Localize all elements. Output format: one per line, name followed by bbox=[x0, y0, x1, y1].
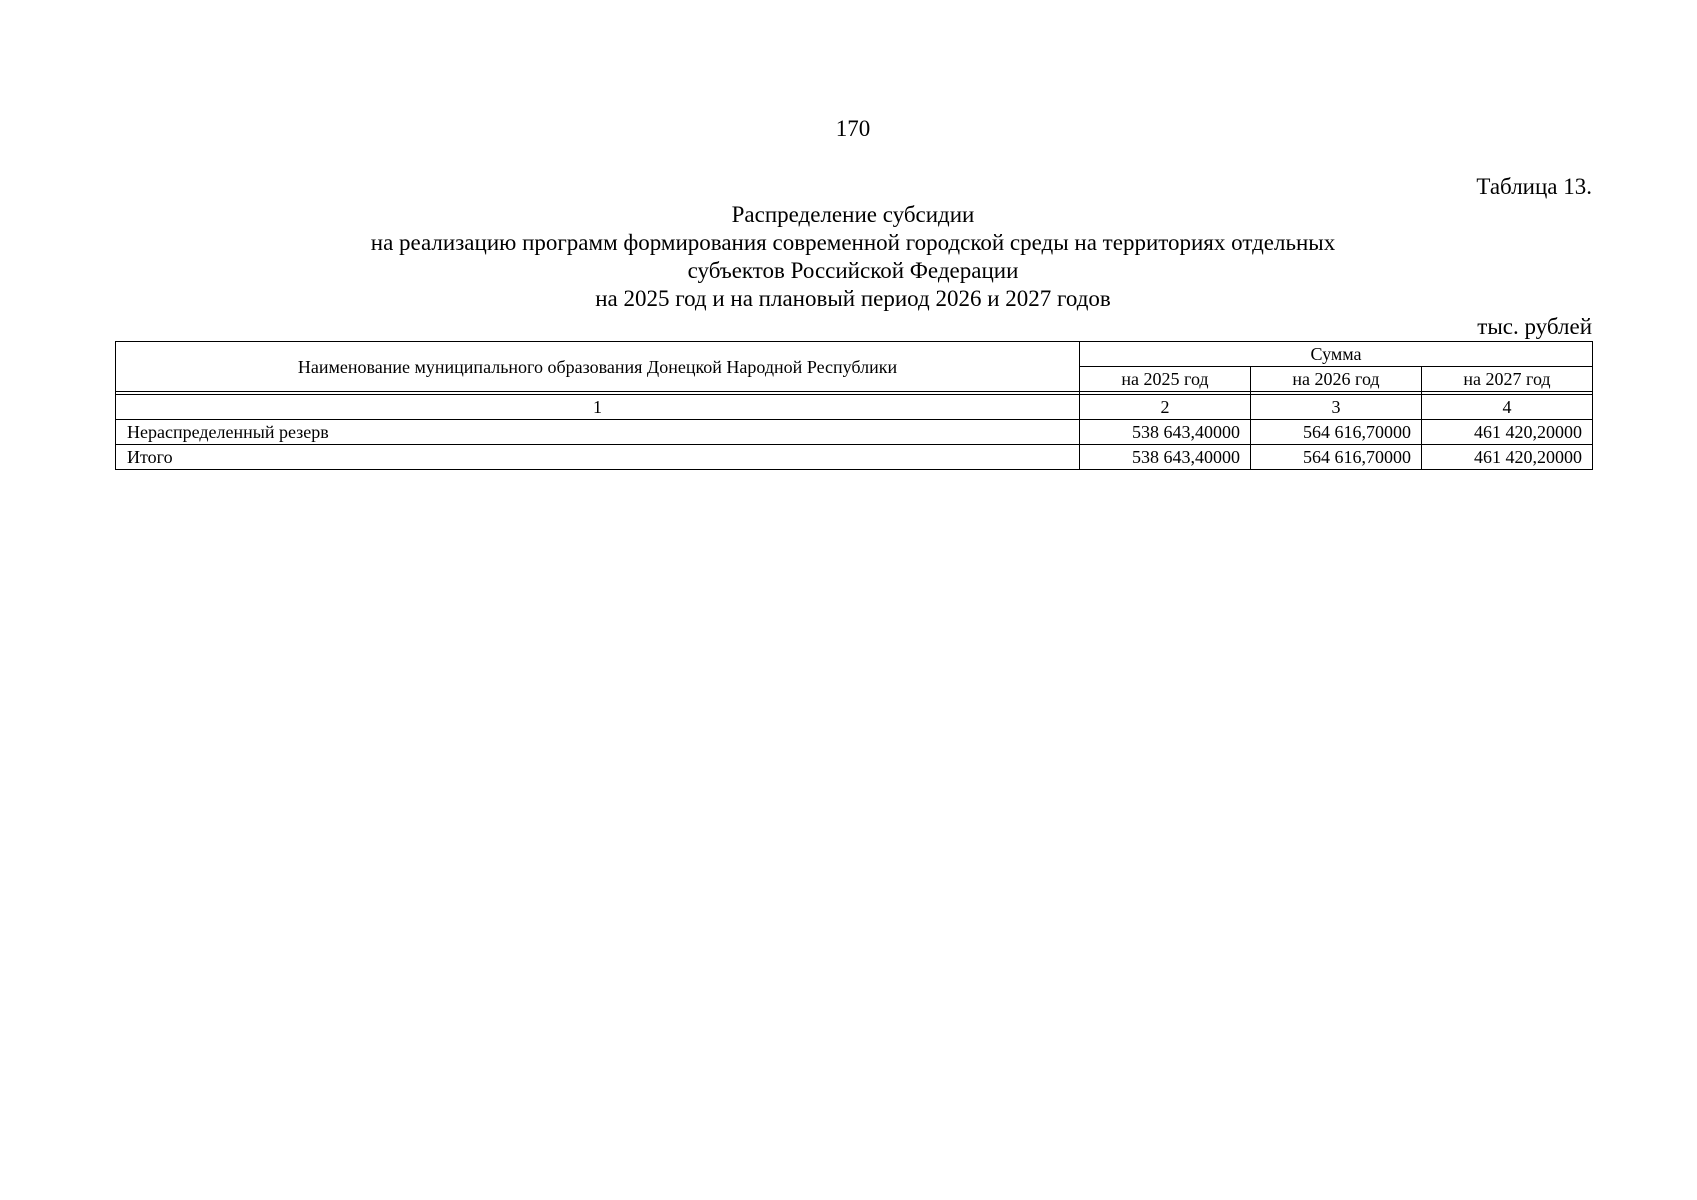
row-value-2025: 538 643,40000 bbox=[1080, 420, 1251, 445]
column-number-row bbox=[116, 395, 1593, 420]
row-value-2026: 564 616,70000 bbox=[1251, 420, 1422, 445]
title-line-3: субъектов Российской Федерации bbox=[687, 258, 1019, 283]
subsidy-table bbox=[115, 341, 1593, 470]
column-number-2: 2 bbox=[1080, 395, 1251, 420]
title-line-4: на 2025 год и на плановый период 2026 и 2027 годов bbox=[595, 286, 1111, 311]
header-row-1 bbox=[116, 342, 1593, 367]
row-value-2027: 461 420,20000 bbox=[1422, 420, 1593, 445]
table-label: Таблица 13. bbox=[1476, 174, 1592, 199]
header-year-2025: на 2025 год bbox=[1080, 367, 1251, 392]
row-value-2025: 538 643,40000 bbox=[1080, 445, 1251, 470]
row-value-2027: 461 420,20000 bbox=[1422, 445, 1593, 470]
title-line-1: Распределение субсидии bbox=[731, 202, 975, 227]
column-number-4: 4 bbox=[1422, 395, 1593, 420]
row-value-2026: 564 616,70000 bbox=[1251, 445, 1422, 470]
header-year-2027: на 2027 год bbox=[1422, 367, 1593, 392]
table-row bbox=[116, 420, 1593, 445]
header-year-2026: на 2026 год bbox=[1251, 367, 1422, 392]
table-row-total bbox=[116, 445, 1593, 470]
page-number: 170 bbox=[835, 116, 871, 141]
title-line-2: на реализацию программ формирования современной городской среды на территориях отдельных bbox=[370, 230, 1336, 255]
units-label: тыс. рублей bbox=[1477, 314, 1592, 339]
column-number-3: 3 bbox=[1251, 395, 1422, 420]
row-name: Нераспределенный резерв bbox=[116, 420, 1080, 445]
header-municipality-name: Наименование муниципального образования Донецкой Народной Республики bbox=[116, 342, 1080, 392]
column-number-1: 1 bbox=[116, 395, 1080, 420]
header-sum: Сумма bbox=[1080, 342, 1593, 367]
document-title bbox=[0, 201, 1697, 313]
row-name: Итого bbox=[116, 445, 1080, 470]
